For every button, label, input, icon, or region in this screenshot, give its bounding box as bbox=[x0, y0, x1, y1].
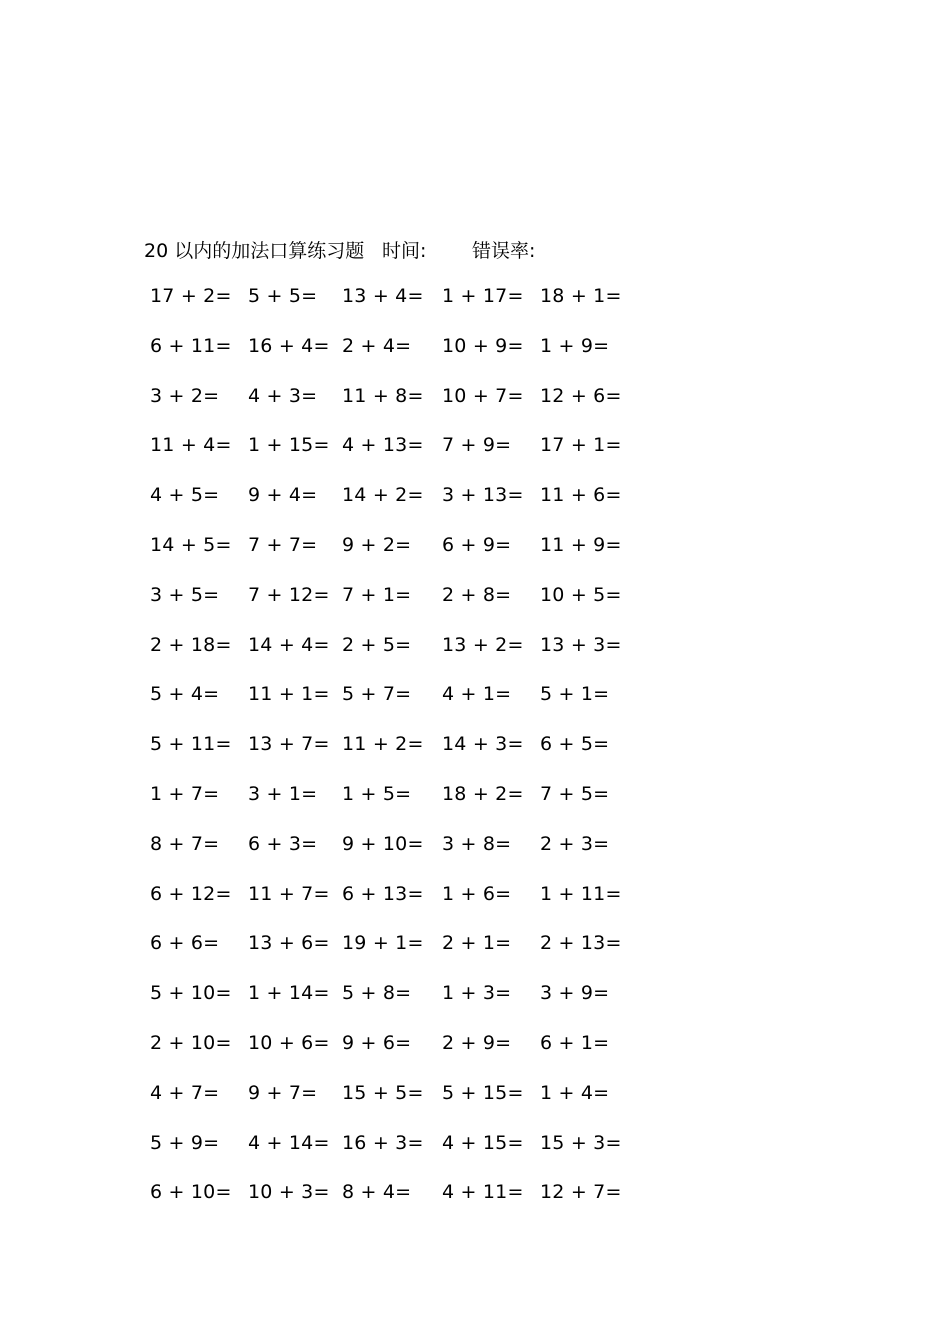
problem-item: 5 + 1= bbox=[540, 683, 610, 706]
problem-row bbox=[144, 1082, 644, 1132]
problem-item: 7 + 7= bbox=[248, 533, 318, 556]
problem-row bbox=[144, 484, 644, 534]
problem-item: 14 + 5= bbox=[150, 533, 232, 556]
problem-item: 5 + 4= bbox=[150, 683, 220, 706]
problem-item: 7 + 5= bbox=[540, 782, 610, 805]
problem-row bbox=[144, 285, 644, 335]
time-label: 时间: bbox=[382, 240, 427, 262]
problem-item: 11 + 4= bbox=[150, 434, 232, 457]
problem-item: 13 + 7= bbox=[248, 733, 330, 756]
problem-item: 8 + 7= bbox=[150, 832, 220, 855]
problem-item: 1 + 7= bbox=[150, 782, 220, 805]
problem-item: 9 + 2= bbox=[342, 533, 412, 556]
problem-row bbox=[144, 833, 644, 883]
problem-item: 11 + 2= bbox=[342, 733, 424, 756]
problem-item: 14 + 2= bbox=[342, 484, 424, 507]
problem-item: 12 + 6= bbox=[540, 384, 622, 407]
problem-item: 1 + 3= bbox=[442, 982, 512, 1005]
problem-row bbox=[144, 434, 644, 484]
problem-item: 4 + 13= bbox=[342, 434, 424, 457]
problem-row bbox=[144, 1181, 644, 1231]
problem-item: 12 + 7= bbox=[540, 1181, 622, 1204]
problem-item: 3 + 13= bbox=[442, 484, 524, 507]
problem-row bbox=[144, 783, 644, 833]
problem-item: 9 + 10= bbox=[342, 832, 424, 855]
problem-row bbox=[144, 634, 644, 684]
problem-item: 2 + 1= bbox=[442, 932, 512, 955]
problem-item: 9 + 6= bbox=[342, 1031, 412, 1054]
problem-item: 4 + 3= bbox=[248, 384, 318, 407]
problem-item: 18 + 2= bbox=[442, 782, 524, 805]
problem-row bbox=[144, 1032, 644, 1082]
problem-item: 2 + 13= bbox=[540, 932, 622, 955]
problem-grid bbox=[144, 285, 644, 1231]
problem-item: 10 + 5= bbox=[540, 583, 622, 606]
problem-item: 11 + 7= bbox=[248, 882, 330, 905]
problem-item: 10 + 3= bbox=[248, 1181, 330, 1204]
problem-item: 5 + 8= bbox=[342, 982, 412, 1005]
problem-item: 4 + 14= bbox=[248, 1131, 330, 1154]
problem-item: 11 + 6= bbox=[540, 484, 622, 507]
problem-item: 4 + 5= bbox=[150, 484, 220, 507]
problem-item: 2 + 5= bbox=[342, 633, 412, 656]
problem-item: 2 + 8= bbox=[442, 583, 512, 606]
problem-item: 17 + 2= bbox=[150, 285, 232, 307]
problem-item: 3 + 8= bbox=[442, 832, 512, 855]
problem-item: 7 + 1= bbox=[342, 583, 412, 606]
problem-item: 6 + 13= bbox=[342, 882, 424, 905]
problem-item: 1 + 5= bbox=[342, 782, 412, 805]
problem-item: 6 + 11= bbox=[150, 334, 232, 357]
problem-item: 15 + 5= bbox=[342, 1081, 424, 1104]
problem-item: 4 + 1= bbox=[442, 683, 512, 706]
problem-item: 1 + 4= bbox=[540, 1081, 610, 1104]
problem-item: 10 + 7= bbox=[442, 384, 524, 407]
problem-item: 2 + 18= bbox=[150, 633, 232, 656]
problem-item: 16 + 3= bbox=[342, 1131, 424, 1154]
problem-item: 11 + 1= bbox=[248, 683, 330, 706]
problem-item: 1 + 9= bbox=[540, 334, 610, 357]
problem-item: 15 + 3= bbox=[540, 1131, 622, 1154]
problem-item: 3 + 5= bbox=[150, 583, 220, 606]
problem-item: 17 + 1= bbox=[540, 434, 622, 457]
problem-item: 6 + 10= bbox=[150, 1181, 232, 1204]
problem-item: 1 + 6= bbox=[442, 882, 512, 905]
problem-item: 4 + 15= bbox=[442, 1131, 524, 1154]
problem-item: 3 + 9= bbox=[540, 982, 610, 1005]
problem-item: 13 + 2= bbox=[442, 633, 524, 656]
problem-item: 5 + 9= bbox=[150, 1131, 220, 1154]
problem-item: 7 + 9= bbox=[442, 434, 512, 457]
problem-item: 5 + 7= bbox=[342, 683, 412, 706]
problem-row bbox=[144, 683, 644, 733]
problem-item: 7 + 12= bbox=[248, 583, 330, 606]
problem-item: 10 + 9= bbox=[442, 334, 524, 357]
problem-row bbox=[144, 733, 644, 783]
problem-item: 13 + 3= bbox=[540, 633, 622, 656]
problem-row bbox=[144, 385, 644, 435]
problem-item: 14 + 3= bbox=[442, 733, 524, 756]
problem-item: 5 + 10= bbox=[150, 982, 232, 1005]
problem-item: 5 + 15= bbox=[442, 1081, 524, 1104]
problem-item: 18 + 1= bbox=[540, 285, 622, 307]
problem-row bbox=[144, 932, 644, 982]
problem-item: 10 + 6= bbox=[248, 1031, 330, 1054]
problem-item: 11 + 8= bbox=[342, 384, 424, 407]
problem-row bbox=[144, 534, 644, 584]
problem-item: 6 + 3= bbox=[248, 832, 318, 855]
problem-item: 16 + 4= bbox=[248, 334, 330, 357]
problem-row bbox=[144, 335, 644, 385]
problem-item: 3 + 2= bbox=[150, 384, 220, 407]
problem-item: 2 + 9= bbox=[442, 1031, 512, 1054]
problem-item: 8 + 4= bbox=[342, 1181, 412, 1204]
problem-item: 14 + 4= bbox=[248, 633, 330, 656]
problem-item: 6 + 12= bbox=[150, 882, 232, 905]
problem-item: 9 + 7= bbox=[248, 1081, 318, 1104]
problem-row bbox=[144, 883, 644, 933]
problem-row bbox=[144, 982, 644, 1032]
problem-item: 13 + 6= bbox=[248, 932, 330, 955]
problem-item: 1 + 15= bbox=[248, 434, 330, 457]
problem-item: 4 + 7= bbox=[150, 1081, 220, 1104]
problem-row bbox=[144, 584, 644, 634]
problem-item: 13 + 4= bbox=[342, 285, 424, 307]
problem-item: 2 + 10= bbox=[150, 1031, 232, 1054]
problem-item: 2 + 3= bbox=[540, 832, 610, 855]
problem-item: 19 + 1= bbox=[342, 932, 424, 955]
problem-item: 9 + 4= bbox=[248, 484, 318, 507]
problem-item: 5 + 11= bbox=[150, 733, 232, 756]
problem-row bbox=[144, 1132, 644, 1182]
problem-item: 6 + 9= bbox=[442, 533, 512, 556]
problem-item: 5 + 5= bbox=[248, 285, 318, 307]
problem-item: 6 + 1= bbox=[540, 1031, 610, 1054]
problem-item: 11 + 9= bbox=[540, 533, 622, 556]
worksheet-title: 20 以内的加法口算练习题 bbox=[144, 240, 365, 262]
problem-item: 1 + 11= bbox=[540, 882, 622, 905]
problem-item: 4 + 11= bbox=[442, 1181, 524, 1204]
problem-item: 3 + 1= bbox=[248, 782, 318, 805]
problem-item: 2 + 4= bbox=[342, 334, 412, 357]
problem-item: 1 + 17= bbox=[442, 285, 524, 307]
error-rate-label: 错误率: bbox=[472, 240, 536, 262]
problem-item: 6 + 5= bbox=[540, 733, 610, 756]
problem-item: 1 + 14= bbox=[248, 982, 330, 1005]
problem-item: 6 + 6= bbox=[150, 932, 220, 955]
